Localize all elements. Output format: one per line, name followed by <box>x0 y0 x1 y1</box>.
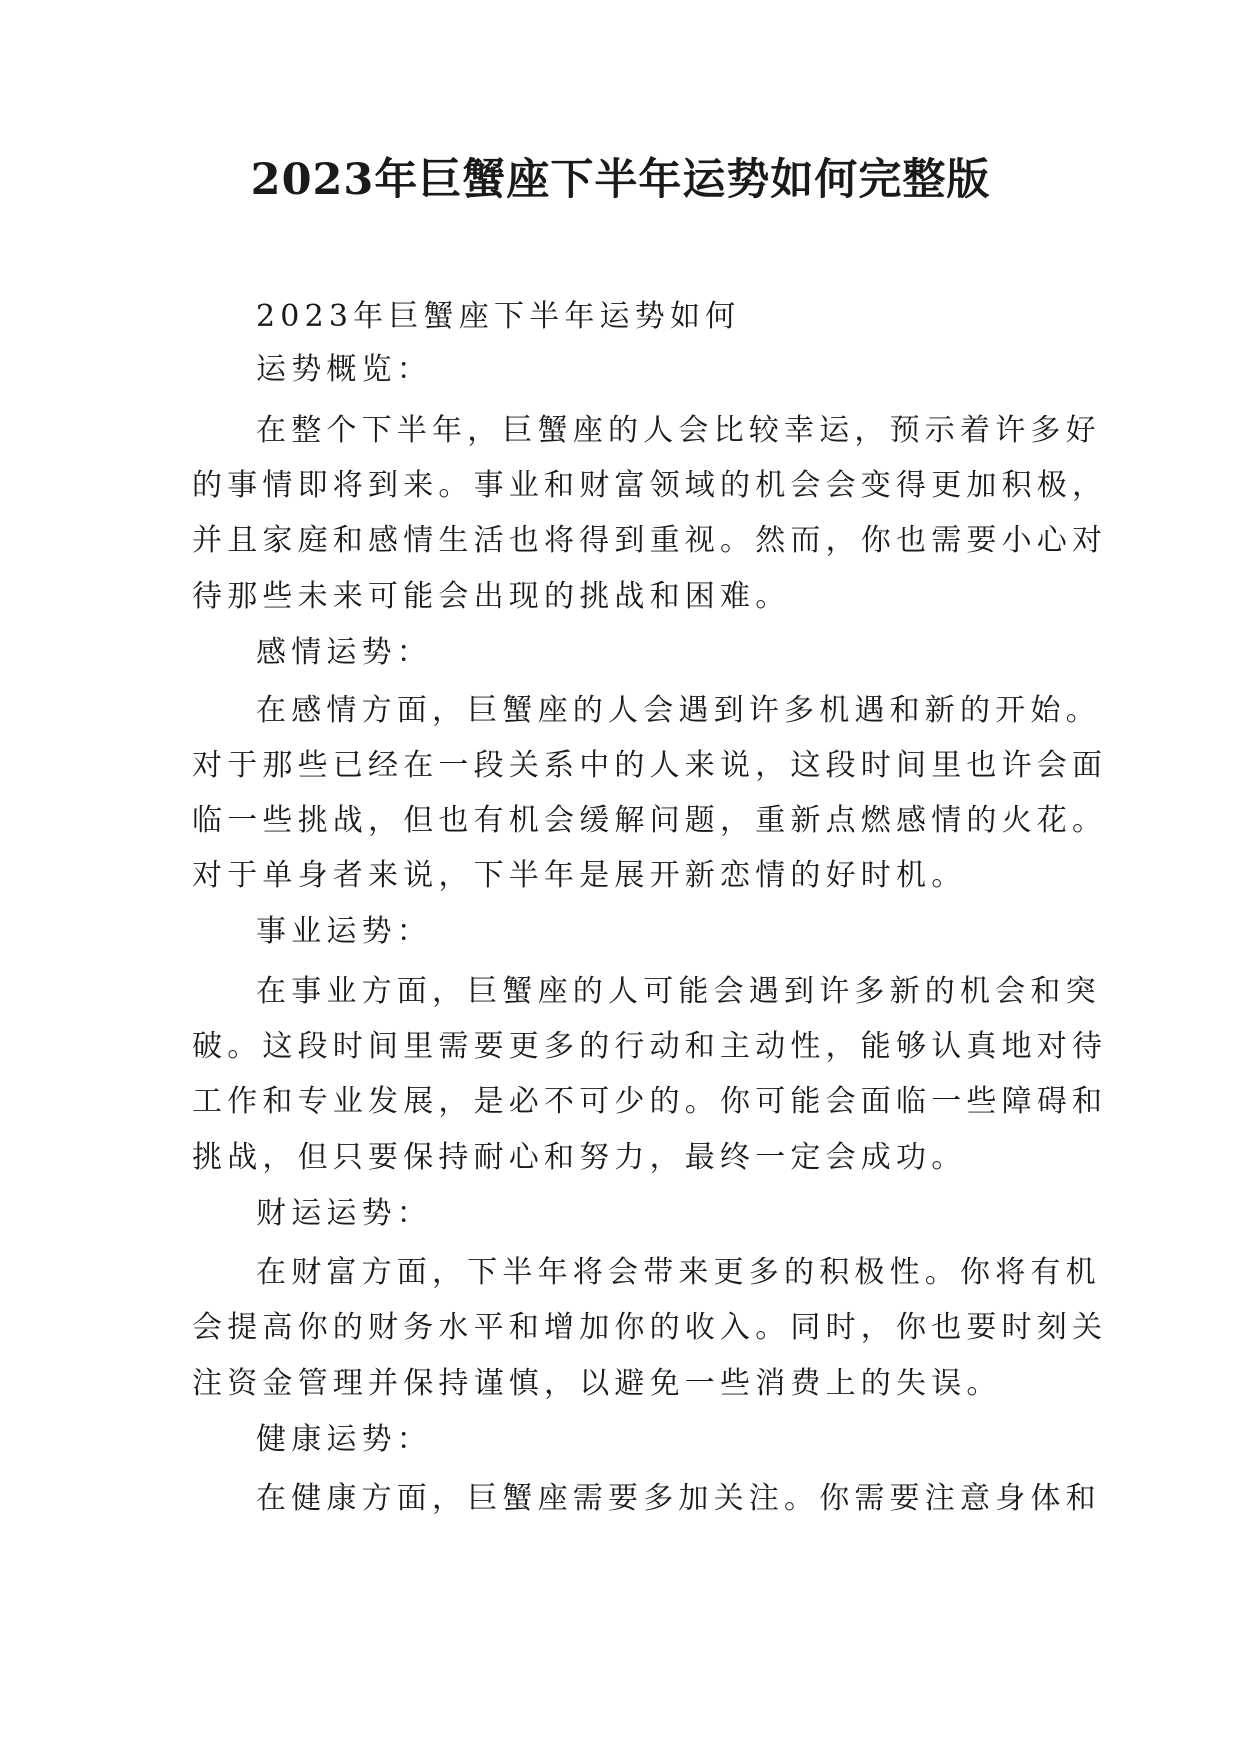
body-line: 在感情方面，巨蟹座的人会遇到许多机遇和新的开始。 <box>256 693 1101 728</box>
body-line: 在财富方面，下半年将会带来更多的积极性。你将有机 <box>256 1255 1101 1290</box>
body-line: 工作和专业发展，是必不可少的。你可能会面临一些障碍和 <box>192 1084 1108 1119</box>
body-line: 待那些未来可能会出现的挑战和困难。 <box>192 579 791 614</box>
section-heading-health: 健康运势： <box>256 1422 432 1457</box>
body-line: 临一些挑战，但也有机会缓解问题，重新点燃感情的火花。 <box>192 803 1108 838</box>
body-line: 会提高你的财务水平和增加你的收入。同时，你也要时刻关 <box>192 1310 1108 1345</box>
subtitle-line: 2023年巨蟹座下半年运势如何 <box>256 299 741 334</box>
section-heading-wealth: 财运运势： <box>256 1196 432 1231</box>
section-heading-career: 事业运势： <box>256 914 432 949</box>
body-line: 并且家庭和感情生活也将得到重视。然而，你也需要小心对 <box>192 523 1108 558</box>
body-line: 的事情即将到来。事业和财富领域的机会会变得更加积极， <box>192 468 1108 503</box>
section-heading-overview: 运势概览： <box>256 352 432 387</box>
body-line: 在整个下半年，巨蟹座的人会比较幸运，预示着许多好 <box>256 413 1101 448</box>
body-line: 注资金管理并保持谨慎，以避免一些消费上的失误。 <box>192 1366 1002 1401</box>
body-line: 在健康方面，巨蟹座需要多加关注。你需要注意身体和 <box>256 1481 1101 1516</box>
body-line: 对于单身者来说，下半年是展开新恋情的好时机。 <box>192 858 967 893</box>
body-line: 挑战，但只要保持耐心和努力，最终一定会成功。 <box>192 1140 967 1175</box>
document-title: 2023年巨蟹座下半年运势如何完整版 <box>250 155 991 205</box>
body-line: 破。这段时间里需要更多的行动和主动性，能够认真地对待 <box>192 1029 1108 1064</box>
body-line: 对于那些已经在一段关系中的人来说，这段时间里也许会面 <box>192 748 1108 783</box>
section-heading-love: 感情运势： <box>256 635 432 670</box>
body-line: 在事业方面，巨蟹座的人可能会遇到许多新的机会和突 <box>256 974 1101 1009</box>
